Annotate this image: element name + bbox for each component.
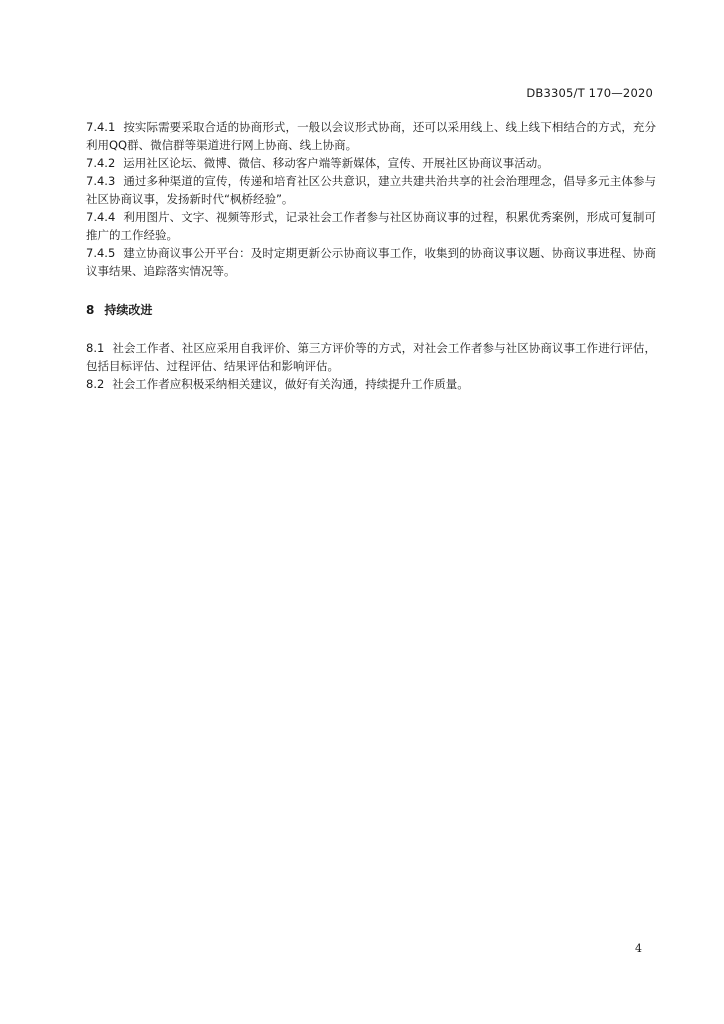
- clause-8-2: [86, 375, 656, 393]
- section-number: 8: [86, 303, 95, 317]
- section-8-heading: [86, 301, 656, 318]
- clause-text: 运用社区论坛、微博、微信、移动客户端等新媒体，宣传、开展社区协商议事活动。: [123, 156, 549, 170]
- clause-number: 7.4.4: [86, 210, 116, 224]
- clause-number: 7.4.1: [86, 120, 116, 134]
- clause-number: 8.2: [86, 377, 105, 391]
- clause-text: 按实际需要采取合适的协商形式，一般以会议形式协商，还可以采用线上、线上线下相结合的方式，充分利用QQ群、微信群等渠道进行网上协商、线上协商。: [86, 120, 656, 152]
- clause-number: 8.1: [86, 341, 105, 355]
- clause-7-4-1: [86, 118, 656, 154]
- clause-7-4-5: [86, 244, 656, 280]
- clause-7-4-2: [86, 154, 656, 172]
- page-content: [86, 118, 656, 393]
- clause-number: 7.4.2: [86, 156, 116, 170]
- clause-number: 7.4.3: [86, 174, 116, 188]
- clause-7-4-3: [86, 172, 656, 208]
- clause-text: 建立协商议事公开平台：及时定期更新公示协商议事工作，收集到的协商议事议题、协商议事进程、协商议事结果、追踪落实情况等。: [86, 246, 656, 278]
- page-number: 4: [635, 942, 642, 955]
- clause-text: 利用图片、文字、视频等形式，记录社会工作者参与社区协商议事的过程，积累优秀案例，形成可复制可推广的工作经验。: [86, 210, 656, 242]
- clause-text: 社会工作者应积极采纳相关建议，做好有关沟通，持续提升工作质量。: [112, 377, 469, 391]
- standard-code: DB3305/T 170—2020: [526, 86, 653, 100]
- clause-text: 通过多种渠道的宣传，传递和培育社区公共意识，建立共建共治共享的社会治理理念，倡导多元主体参与社区协商议事，发扬新时代“枫桥经验”。: [86, 174, 656, 206]
- clause-7-4-4: [86, 208, 656, 244]
- clause-8-1: [86, 339, 656, 375]
- section-title: 持续改进: [104, 303, 153, 317]
- clause-number: 7.4.5: [86, 246, 116, 260]
- clause-text: 社会工作者、社区应采用自我评价、第三方评价等的方式，对社会工作者参与社区协商议事工作进行评估，包括目标评估、过程评估、结果评估和影响评估。: [86, 341, 656, 373]
